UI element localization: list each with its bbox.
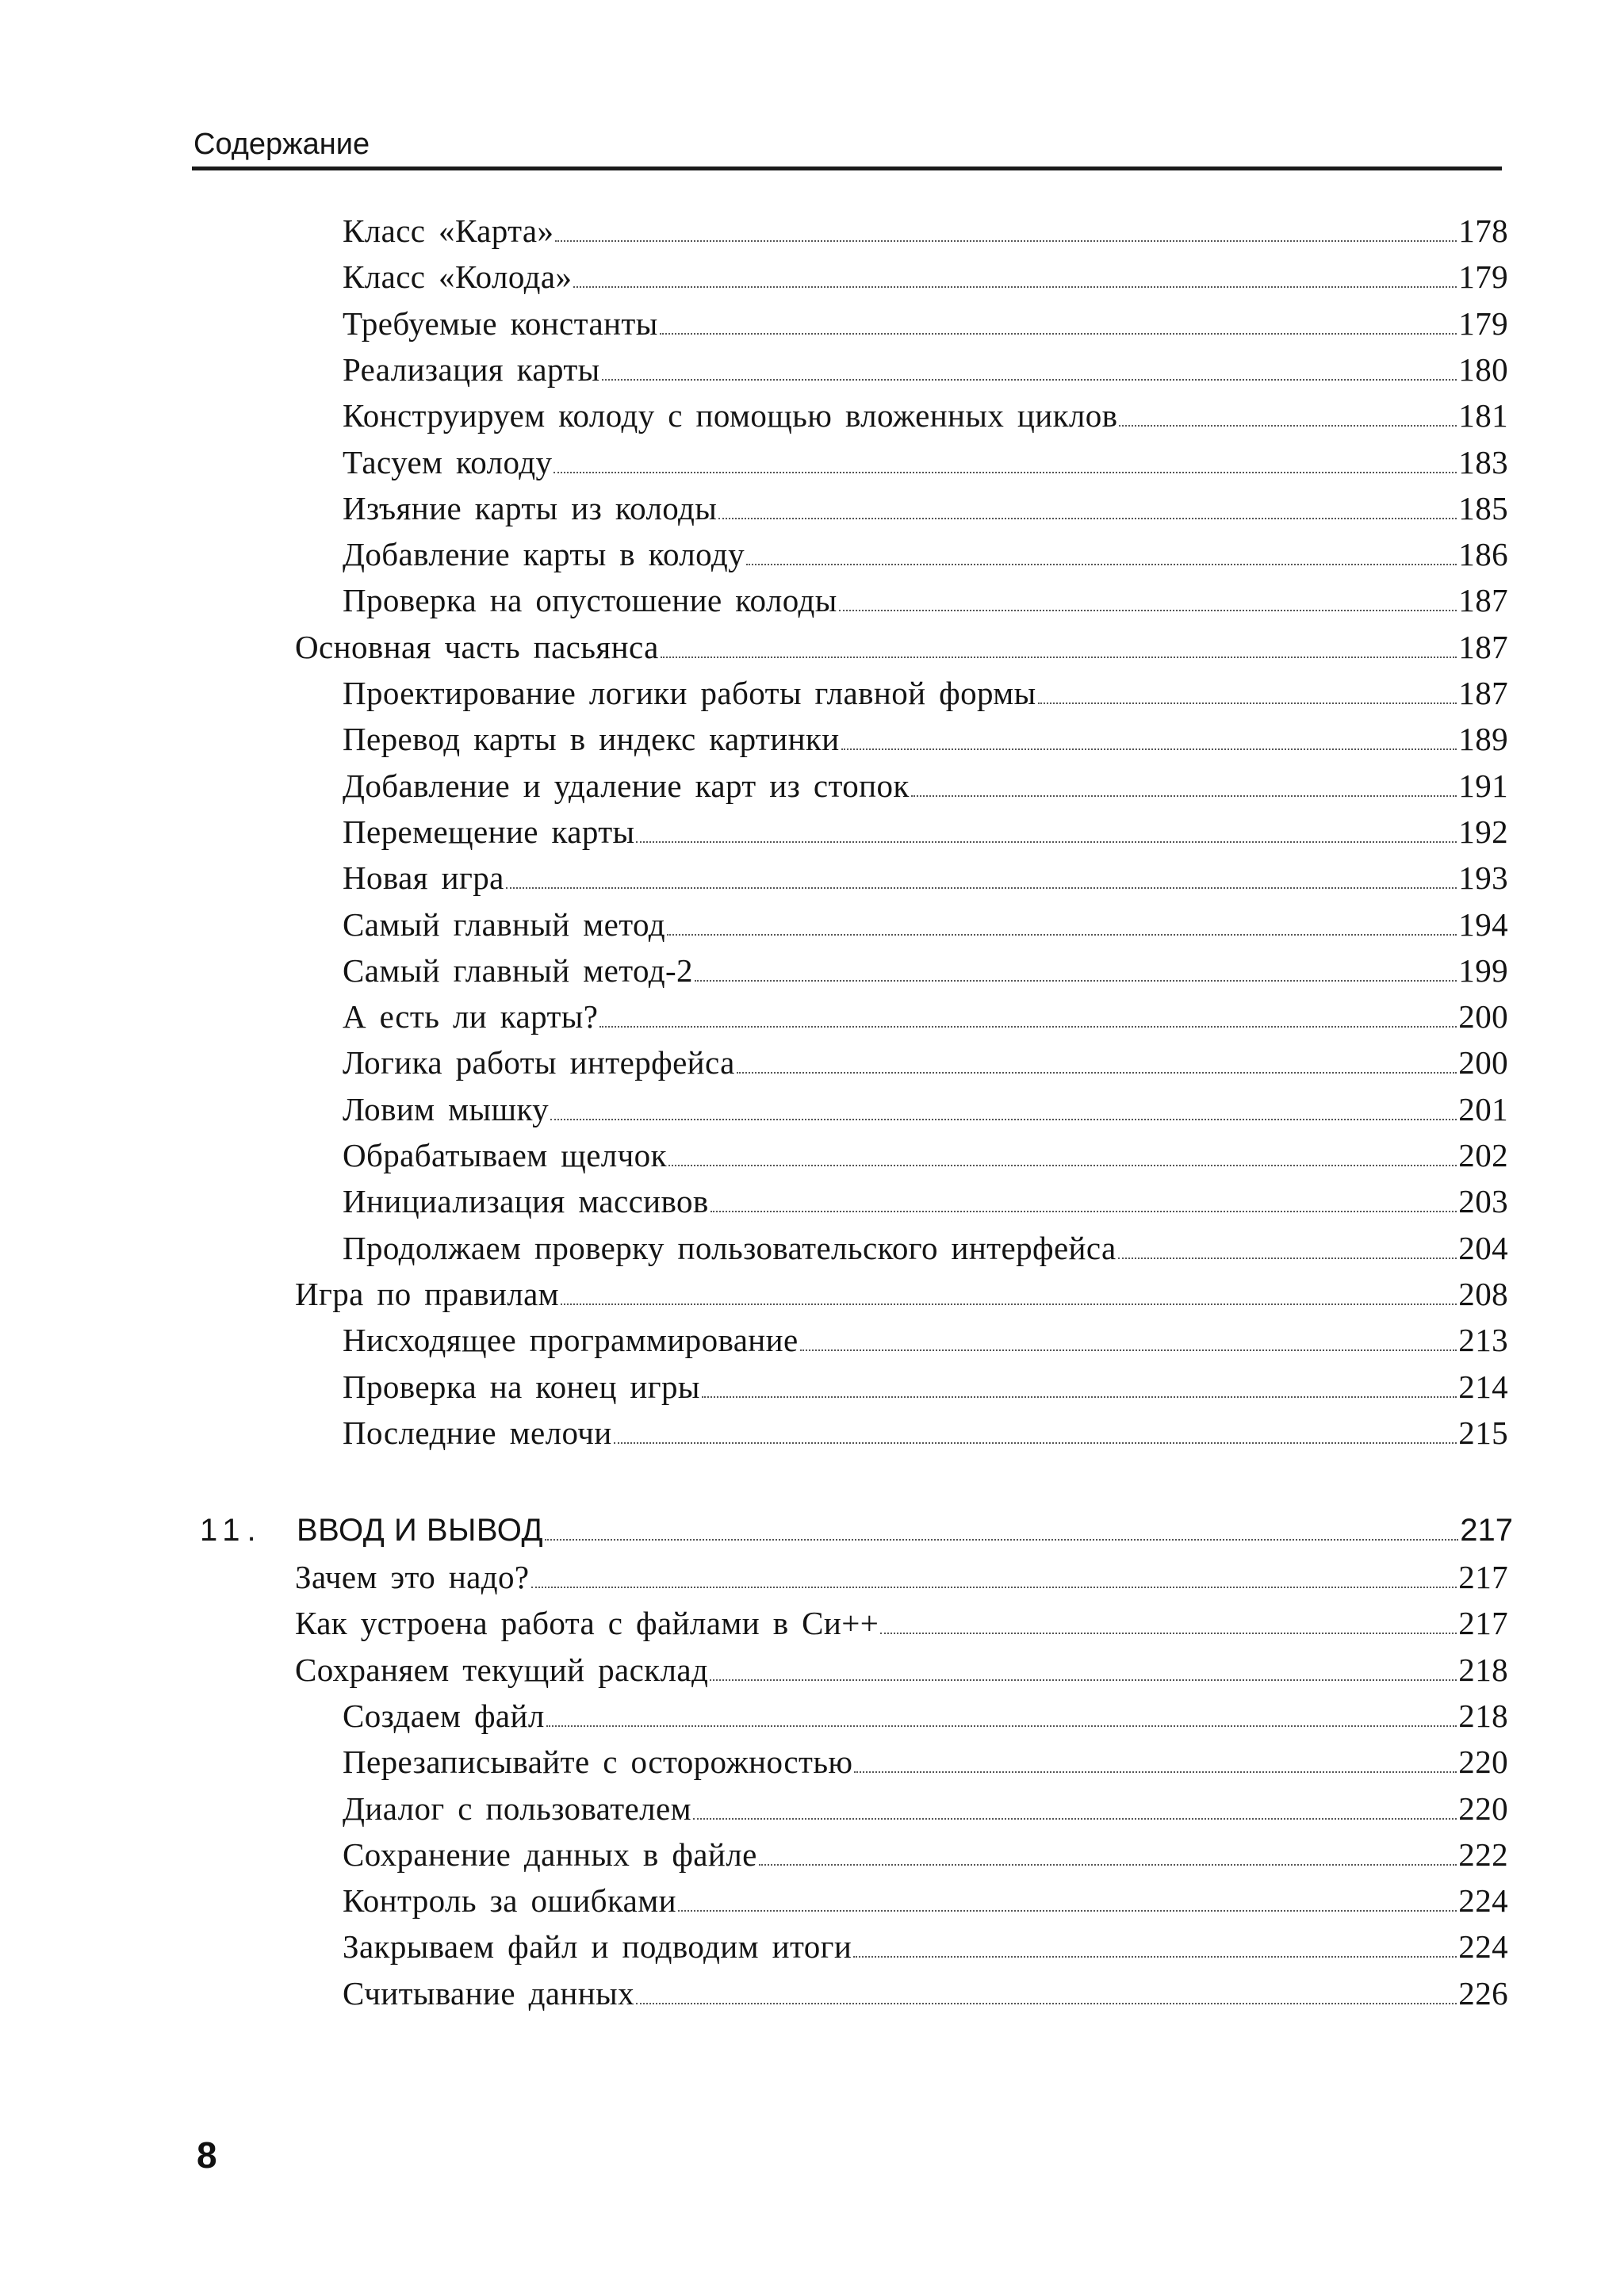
toc-entry-page: 222 bbox=[1458, 1836, 1508, 1873]
toc-entry-page: 179 bbox=[1458, 258, 1508, 295]
toc-entry-title: Требуемые константы bbox=[343, 305, 658, 342]
toc-entry-title: Новая игра bbox=[343, 859, 504, 896]
toc-entry bbox=[343, 1039, 1508, 1085]
toc-entry-page: 189 bbox=[1458, 721, 1508, 757]
toc-entry-title: Класс «Колода» bbox=[343, 258, 573, 295]
toc-entry-title: Обрабатываем щелчок bbox=[343, 1137, 667, 1173]
toc-entry-title: Последние мелочи bbox=[343, 1414, 612, 1451]
toc-entry bbox=[343, 716, 1508, 762]
toc-entry bbox=[343, 1410, 1508, 1456]
toc-entry bbox=[343, 1878, 1508, 1924]
toc-entry-page: 213 bbox=[1458, 1322, 1508, 1358]
toc-entry-page: 204 bbox=[1458, 1230, 1508, 1266]
dot-leader bbox=[599, 1026, 1457, 1028]
toc-entry bbox=[343, 254, 1508, 300]
toc-entry-title: Самый главный метод bbox=[343, 906, 665, 943]
dot-leader bbox=[553, 472, 1457, 473]
dot-leader bbox=[531, 1587, 1457, 1588]
toc-entry-page: 202 bbox=[1458, 1137, 1508, 1173]
toc-entry bbox=[343, 1086, 1508, 1132]
toc-entry-title: Добавление и удаление карт из стопок bbox=[343, 768, 910, 804]
toc-entry-title: Ловим мышку bbox=[343, 1091, 550, 1127]
toc-entry bbox=[295, 1647, 1508, 1693]
toc-entry-title: Закрываем файл и подводим итоги bbox=[343, 1928, 852, 1965]
dot-leader bbox=[546, 1725, 1457, 1727]
header-title: Содержание bbox=[193, 128, 370, 161]
toc-entry bbox=[343, 301, 1508, 346]
dot-leader bbox=[853, 1956, 1457, 1958]
toc-entry bbox=[343, 346, 1508, 392]
dot-leader bbox=[911, 795, 1457, 797]
dot-leader bbox=[1038, 702, 1457, 704]
dot-leader bbox=[854, 1771, 1457, 1773]
toc-entry bbox=[343, 1786, 1508, 1832]
toc-entry-title: Основная часть пасьянса bbox=[295, 629, 659, 665]
toc-entry bbox=[343, 670, 1508, 716]
toc-entry bbox=[343, 1225, 1508, 1271]
dot-leader bbox=[718, 518, 1457, 519]
dot-leader bbox=[841, 748, 1457, 750]
dot-leader bbox=[636, 2003, 1457, 2004]
toc-entry-title: Тасуем колоду bbox=[343, 444, 553, 480]
dot-leader bbox=[678, 1910, 1457, 1912]
toc-entry-page: 200 bbox=[1458, 998, 1508, 1035]
toc-entry-title: Сохраняем текущий расклад bbox=[295, 1652, 709, 1688]
dot-leader bbox=[1118, 1258, 1457, 1259]
dot-leader bbox=[800, 1349, 1457, 1351]
dot-leader bbox=[561, 1303, 1457, 1305]
toc-entry-page: 203 bbox=[1458, 1183, 1508, 1219]
toc-entry-title: Логика работы интерфейса bbox=[343, 1044, 735, 1081]
toc-entry bbox=[343, 208, 1508, 254]
toc-entry-page: 200 bbox=[1458, 1044, 1508, 1081]
dot-leader bbox=[693, 1818, 1457, 1820]
toc-entry bbox=[343, 809, 1508, 855]
toc-entry-page: 199 bbox=[1458, 952, 1508, 989]
toc-entry bbox=[343, 1924, 1508, 1970]
toc-entry-page: 185 bbox=[1458, 490, 1508, 526]
toc-entry-page: 194 bbox=[1458, 906, 1508, 943]
toc-entry bbox=[343, 1317, 1508, 1363]
toc-entry bbox=[295, 1554, 1508, 1600]
dot-leader bbox=[702, 1396, 1457, 1398]
dot-leader bbox=[545, 1539, 1458, 1541]
toc-entry-page: 226 bbox=[1458, 1975, 1508, 2012]
toc-entry-title: Сохранение данных в файле bbox=[343, 1836, 757, 1873]
toc-entry-title: Продолжаем проверку пользовательского интерфейса bbox=[343, 1230, 1116, 1266]
dot-leader bbox=[668, 1165, 1457, 1166]
chapter-title: ВВОД И ВЫВОД bbox=[297, 1513, 544, 1548]
toc-entry-page: 224 bbox=[1458, 1928, 1508, 1965]
dot-leader bbox=[660, 333, 1457, 335]
toc-entry-title: Как устроена работа с файлами в Си++ bbox=[295, 1605, 879, 1641]
toc-entry-page: 218 bbox=[1458, 1652, 1508, 1688]
toc-entry-page: 187 bbox=[1458, 582, 1508, 618]
toc-entry-page: 187 bbox=[1458, 629, 1508, 665]
toc-entry bbox=[343, 1178, 1508, 1224]
dot-leader bbox=[839, 610, 1457, 611]
toc-entry bbox=[343, 577, 1508, 623]
toc-entry-title: Перевод карты в индекс картинки bbox=[343, 721, 840, 757]
dot-leader bbox=[667, 934, 1457, 936]
toc-entry-title: Нисходящее программирование bbox=[343, 1322, 799, 1358]
toc-entry bbox=[343, 392, 1508, 438]
page-number: 8 bbox=[197, 2134, 217, 2176]
toc-entry-page: 180 bbox=[1458, 351, 1508, 388]
dot-leader bbox=[602, 379, 1457, 381]
toc-entry-page: 215 bbox=[1458, 1414, 1508, 1451]
toc-entry bbox=[343, 1693, 1508, 1739]
toc-entry-title: Проверка на опустошение колоды bbox=[343, 582, 837, 618]
toc-entry-page: 224 bbox=[1458, 1882, 1508, 1919]
toc-entry-page: 208 bbox=[1458, 1276, 1508, 1312]
toc-entry-title: Диалог с пользователем bbox=[343, 1790, 691, 1827]
toc-entry bbox=[295, 1600, 1508, 1646]
toc-entry-title: Контроль за ошибками bbox=[343, 1882, 676, 1919]
toc-entry-title: Проверка на конец игры bbox=[343, 1369, 700, 1405]
toc-entry-page: 220 bbox=[1458, 1744, 1508, 1780]
toc-entry-title: Реализация карты bbox=[343, 351, 600, 388]
dot-leader bbox=[661, 657, 1457, 658]
toc-entry bbox=[343, 485, 1508, 531]
toc-entry-page: 214 bbox=[1458, 1369, 1508, 1405]
dot-leader bbox=[573, 286, 1457, 288]
toc-entry-title: А есть ли карты? bbox=[343, 998, 599, 1035]
toc-entry-page: 217 bbox=[1458, 1605, 1508, 1641]
toc-entry-page: 186 bbox=[1458, 536, 1508, 572]
dot-leader bbox=[759, 1864, 1457, 1866]
toc-entry-page: 178 bbox=[1458, 212, 1508, 249]
toc-entry-page: 179 bbox=[1458, 305, 1508, 342]
toc-entry-title: Самый главный метод-2 bbox=[343, 952, 693, 989]
toc-entry bbox=[343, 439, 1508, 485]
toc-entry-title: Изъяние карты из колоды bbox=[343, 490, 718, 526]
toc-entry bbox=[343, 947, 1508, 993]
dot-leader bbox=[555, 240, 1457, 242]
toc-entry-page: 187 bbox=[1458, 675, 1508, 711]
toc-entry-title: Проектирование логики работы главной формы bbox=[343, 675, 1036, 711]
toc-entry bbox=[343, 531, 1508, 577]
toc-entry-page: 218 bbox=[1458, 1698, 1508, 1734]
toc-entry-title: Конструируем колоду с помощью вложенных циклов bbox=[343, 397, 1118, 434]
dot-leader bbox=[636, 841, 1457, 843]
toc-entry-title: Перемещение карты bbox=[343, 813, 635, 850]
toc-entry-page: 217 bbox=[1458, 1559, 1508, 1595]
dot-leader bbox=[1119, 425, 1457, 427]
toc-entry bbox=[343, 1739, 1508, 1785]
toc-entry bbox=[343, 1364, 1508, 1410]
toc-entry-page: 183 bbox=[1458, 444, 1508, 480]
toc-entry bbox=[343, 855, 1508, 901]
dot-leader bbox=[506, 887, 1457, 889]
dot-leader bbox=[695, 980, 1457, 982]
toc-entry bbox=[343, 1132, 1508, 1178]
toc-entry bbox=[295, 1271, 1508, 1317]
toc-entry bbox=[295, 624, 1508, 670]
toc-entry-title: Добавление карты в колоду bbox=[343, 536, 745, 572]
toc-entry-page: 191 bbox=[1458, 768, 1508, 804]
toc-entry-title: Игра по правилам bbox=[295, 1276, 560, 1312]
toc-entry-title: Зачем это надо? bbox=[295, 1559, 530, 1595]
toc-entry bbox=[343, 1970, 1508, 2016]
toc-entry-page: 181 bbox=[1458, 397, 1508, 434]
dot-leader bbox=[550, 1119, 1457, 1120]
toc-entry bbox=[343, 902, 1508, 947]
chapter-page-number: 217 bbox=[1460, 1513, 1513, 1548]
toc-entry-title: Перезаписывайте с осторожностью bbox=[343, 1744, 853, 1780]
chapter-number: 11. bbox=[200, 1513, 263, 1548]
toc-entry-page: 220 bbox=[1458, 1790, 1508, 1827]
toc-entry bbox=[343, 763, 1508, 809]
toc-entry-page: 201 bbox=[1458, 1091, 1508, 1127]
dot-leader bbox=[710, 1211, 1457, 1212]
toc-entry-title: Создаем файл bbox=[343, 1698, 545, 1734]
toc-entry-title: Класс «Карта» bbox=[343, 212, 554, 249]
toc-entry-title: Считывание данных bbox=[343, 1975, 634, 2012]
dot-leader bbox=[614, 1442, 1457, 1444]
toc-entry bbox=[343, 993, 1508, 1039]
dot-leader bbox=[737, 1072, 1457, 1074]
dot-leader bbox=[746, 564, 1457, 565]
toc-entry-page: 192 bbox=[1458, 813, 1508, 850]
dot-leader bbox=[710, 1679, 1457, 1681]
chapter-heading bbox=[200, 1506, 1513, 1554]
toc-entry bbox=[343, 1832, 1508, 1878]
dot-leader bbox=[880, 1633, 1457, 1634]
toc-entry-page: 193 bbox=[1458, 859, 1508, 896]
toc-entry-title: Инициализация массивов bbox=[343, 1183, 709, 1219]
